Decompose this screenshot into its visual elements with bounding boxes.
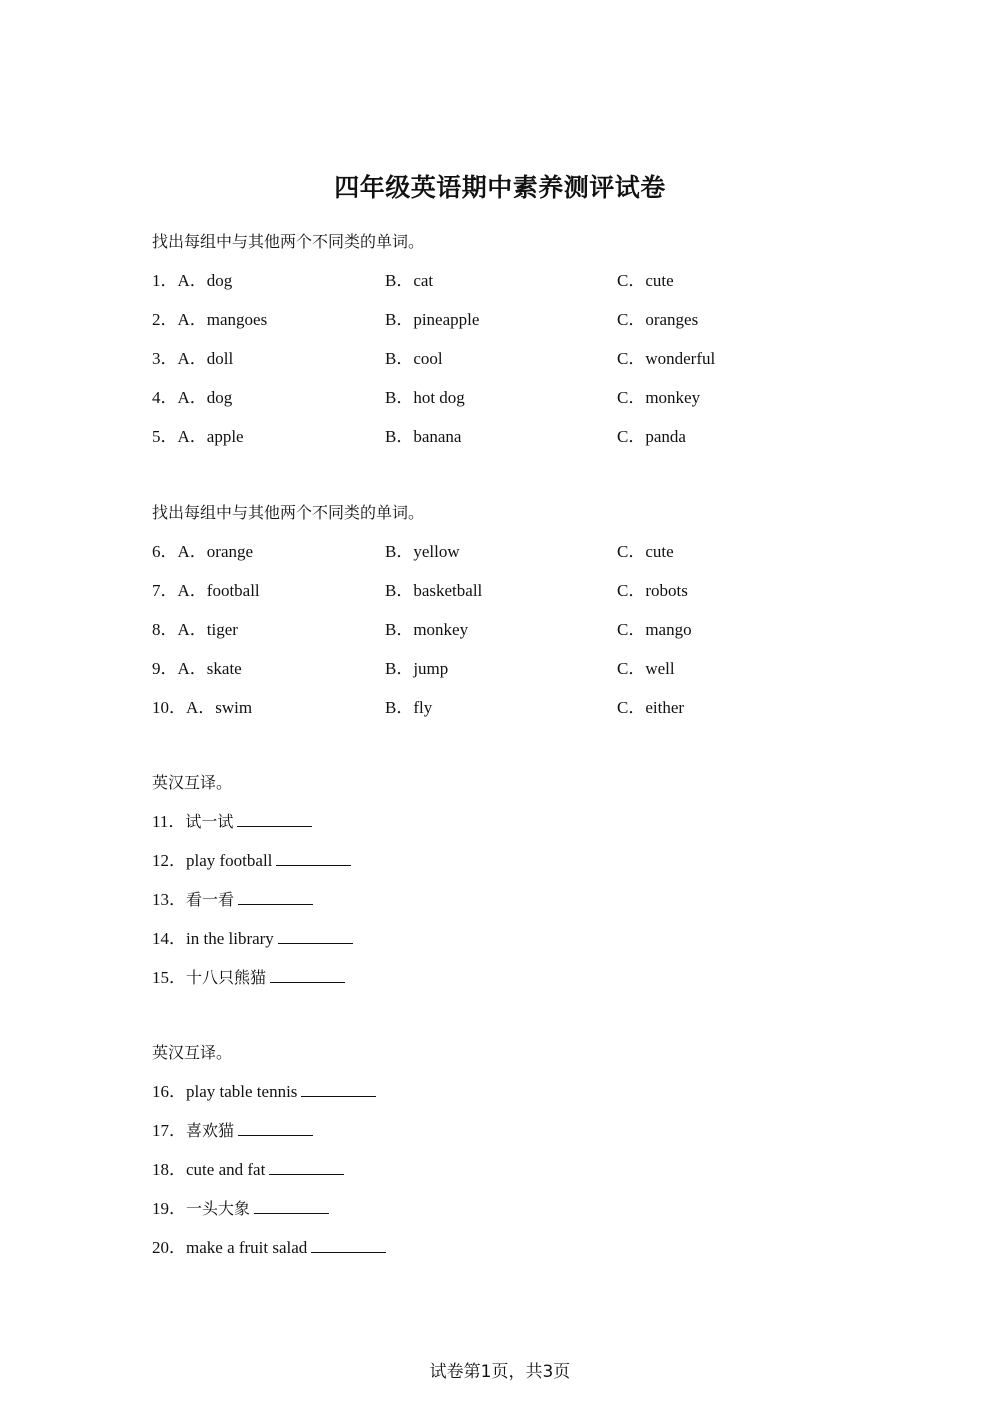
translation-row [152, 1237, 852, 1276]
option-c: C．cute [617, 271, 674, 290]
question-row [152, 541, 852, 580]
question-row [152, 270, 852, 309]
option-c: C．oranges [617, 310, 699, 329]
question-row [152, 348, 852, 387]
question-row [152, 426, 852, 465]
question-text: 一头大象 [186, 1199, 251, 1218]
translation-row [152, 1081, 852, 1120]
option-b: B．cool [385, 349, 443, 368]
answer-blank[interactable] [311, 1238, 386, 1253]
translation-row [152, 1159, 852, 1198]
answer-blank[interactable] [301, 1082, 376, 1097]
option-b: B．banana [385, 427, 462, 446]
translation-row [152, 811, 852, 850]
translation-row [152, 928, 852, 967]
option-b: B．pineapple [385, 310, 480, 329]
question-row [152, 697, 852, 736]
question-text: make a fruit salad [186, 1238, 308, 1257]
option-c: C．well [617, 659, 675, 678]
option-c: C．mango [617, 620, 692, 639]
page-title: 四年级英语期中素养测评试卷 [334, 173, 666, 202]
option-a: 6．A．orange [152, 542, 254, 561]
answer-blank[interactable] [238, 890, 313, 905]
answer-blank[interactable] [269, 1160, 344, 1175]
question-row [152, 580, 852, 619]
question-number: 15． [152, 968, 186, 987]
option-c: C．monkey [617, 388, 701, 407]
option-a: 10．A．swim [152, 698, 253, 717]
option-b: B．jump [385, 659, 449, 678]
section-odd-one-out-2 [152, 502, 852, 736]
question-number: 17． [152, 1121, 186, 1140]
question-number: 14． [152, 929, 186, 948]
option-a: 5．A．apple [152, 427, 244, 446]
question-text: in the library [186, 929, 274, 948]
question-text: 喜欢猫 [186, 1121, 235, 1140]
option-a: 3．A．doll [152, 349, 234, 368]
option-c: C．panda [617, 427, 686, 446]
translation-row [152, 967, 852, 1006]
question-number: 13． [152, 890, 186, 909]
question-row [152, 619, 852, 658]
section-translation-1 [152, 772, 852, 1006]
option-c: C．wonderful [617, 349, 716, 368]
answer-blank[interactable] [278, 929, 353, 944]
option-a: 1．A．dog [152, 271, 233, 290]
section-heading: 找出每组中与其他两个不同类的单词。 [152, 232, 425, 251]
option-c: C．robots [617, 581, 688, 600]
option-c: C．either [617, 698, 685, 717]
section-heading: 英汉互译。 [152, 1043, 233, 1062]
option-b: B．monkey [385, 620, 469, 639]
option-b: B．hot dog [385, 388, 465, 407]
section-heading: 英汉互译。 [152, 773, 233, 792]
question-text: play football [186, 851, 273, 870]
question-text: 试一试 [185, 812, 234, 831]
answer-blank[interactable] [237, 812, 312, 827]
question-row [152, 309, 852, 348]
question-text: play table tennis [186, 1082, 298, 1101]
question-text: 看一看 [186, 890, 235, 909]
answer-blank[interactable] [254, 1199, 329, 1214]
translation-row [152, 1120, 852, 1159]
option-a: 7．A．football [152, 581, 260, 600]
question-number: 20． [152, 1238, 186, 1257]
question-number: 16． [152, 1082, 186, 1101]
option-a: 2．A．mangoes [152, 310, 268, 329]
option-b: B．basketball [385, 581, 483, 600]
answer-blank[interactable] [238, 1121, 313, 1136]
option-a: 4．A．dog [152, 388, 233, 407]
translation-row [152, 889, 852, 928]
page-footer: 试卷第1页，共3页 [429, 1362, 571, 1382]
option-c: C．cute [617, 542, 674, 561]
question-number: 12． [152, 851, 186, 870]
section-heading: 找出每组中与其他两个不同类的单词。 [152, 503, 425, 522]
option-b: B．fly [385, 698, 433, 717]
question-number: 18． [152, 1160, 186, 1179]
section-translation-2 [152, 1042, 852, 1276]
answer-blank[interactable] [270, 968, 345, 983]
question-number: 19． [152, 1199, 186, 1218]
option-a: 8．A．tiger [152, 620, 238, 639]
option-a: 9．A．skate [152, 659, 242, 678]
option-b: B．cat [385, 271, 434, 290]
option-b: B．yellow [385, 542, 460, 561]
section-odd-one-out-1 [152, 231, 852, 465]
question-row [152, 658, 852, 697]
question-row [152, 387, 852, 426]
answer-blank[interactable] [276, 851, 351, 866]
translation-row [152, 850, 852, 889]
question-number: 11． [152, 812, 186, 831]
question-text: cute and fat [186, 1160, 266, 1179]
translation-row [152, 1198, 852, 1237]
question-text: 十八只熊猫 [186, 968, 267, 987]
